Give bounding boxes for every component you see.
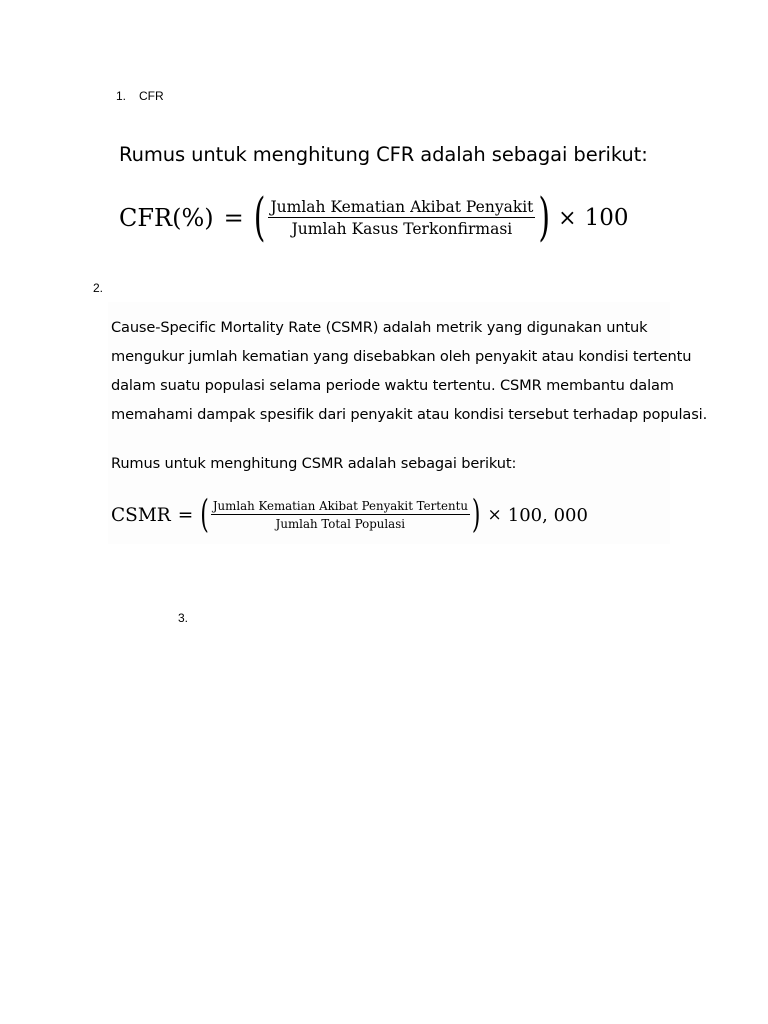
csmr-denominator: Jumlah Total Populasi xyxy=(275,517,406,531)
csmr-paragraph-line-4: memahami dampak spesifik dari penyakit atau kondisi tersebut terhadap populasi. xyxy=(111,406,708,423)
cfr-intro-text: Rumus untuk menghitung CFR adalah sebagai berikut: xyxy=(119,143,648,166)
csmr-paragraph xyxy=(111,313,707,429)
cfr-open-paren: ( xyxy=(253,188,266,248)
csmr-open-paren: ( xyxy=(200,493,209,537)
list-number-1: 1. xyxy=(116,89,127,103)
cfr-multiplier: 100 xyxy=(584,205,629,231)
cfr-times-sign: × xyxy=(558,205,577,231)
csmr-numerator: Jumlah Kematian Akibat Penyakit Tertentu xyxy=(212,499,468,513)
csmr-formula xyxy=(111,494,588,536)
cfr-denominator: Jumlah Kasus Terkonfirmasi xyxy=(291,220,513,238)
cfr-formula xyxy=(119,188,629,248)
csmr-multiplier: 100, 000 xyxy=(507,504,588,526)
csmr-paragraph-line-2: mengukur jumlah kematian yang disebabkan oleh penyakit atau kondisi tertentu xyxy=(111,348,692,365)
csmr-close-paren: ) xyxy=(471,493,481,537)
csmr-formula-equals: = xyxy=(177,504,194,526)
cfr-formula-equals: = xyxy=(223,204,244,232)
csmr-paragraph-line-1: Cause-Specific Mortality Rate (CSMR) adalah metrik yang digunakan untuk xyxy=(111,319,648,336)
cfr-fraction xyxy=(268,198,535,238)
csmr-paragraph-line-3: dalam suatu populasi selama periode waktu tertentu. CSMR membantu dalam xyxy=(111,377,674,394)
list-label-cfr: CFR xyxy=(139,89,164,103)
cfr-formula-lhs: CFR(%) xyxy=(119,204,214,232)
csmr-intro-text: Rumus untuk menghitung CSMR adalah sebagai berikut: xyxy=(111,455,517,472)
csmr-fraction xyxy=(211,499,470,531)
cfr-close-paren: ) xyxy=(538,188,551,248)
csmr-formula-lhs: CSMR xyxy=(111,504,171,526)
csmr-times-sign: × xyxy=(487,505,502,525)
list-number-3: 3. xyxy=(178,611,189,625)
list-number-2: 2. xyxy=(93,281,104,295)
cfr-numerator: Jumlah Kematian Akibat Penyakit xyxy=(270,198,534,216)
